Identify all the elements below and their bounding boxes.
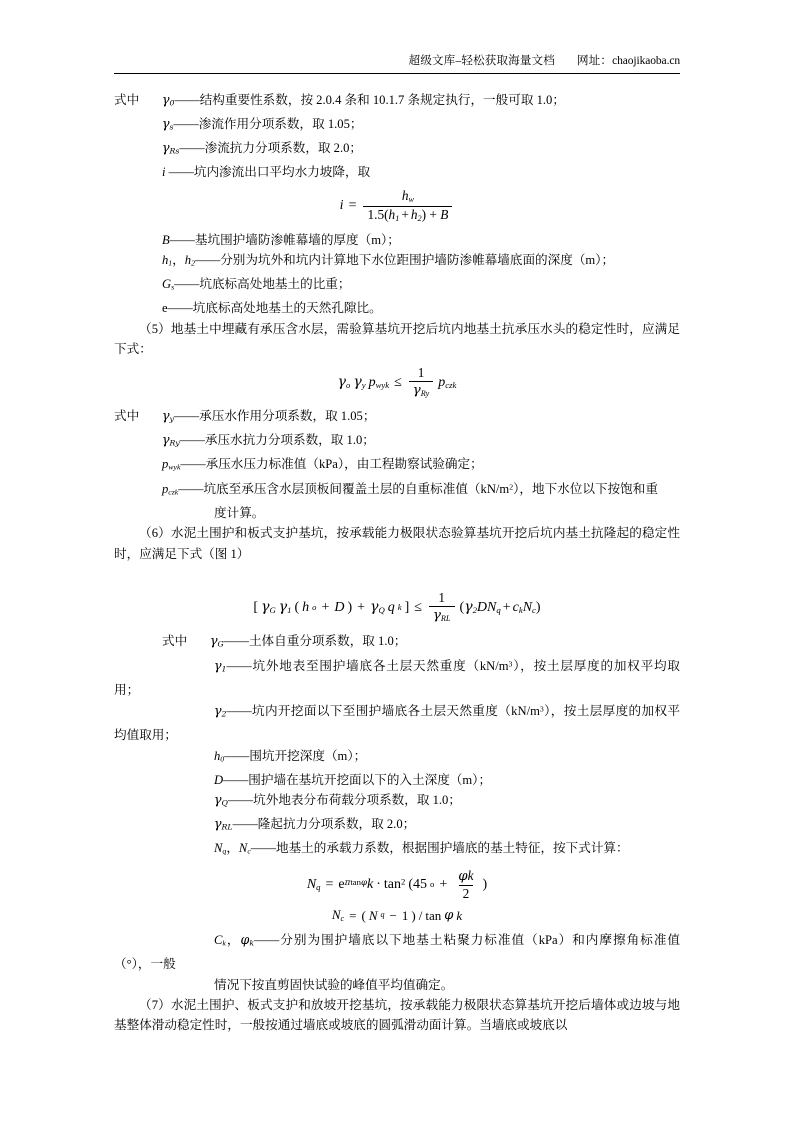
eq4-argument	[408, 869, 487, 901]
def-gamma-Ry: ——承压水抗力分项系数，取 1.0；	[179, 432, 375, 447]
eq2-numerator: 1	[417, 365, 425, 381]
header-url-label: 网址：	[577, 55, 613, 67]
def-gamma-Rs: ——渗流抗力分项系数，取 2.0；	[179, 140, 363, 155]
def-line-h0	[114, 746, 680, 770]
eq2-denominator: $\gamma_{Ry}$	[409, 381, 434, 398]
def-h1-h2: ——分别为坑外和坑内计算地下水位距围护墙防渗帷幕墙底面的深度（m）；	[195, 253, 615, 268]
def-line-i	[114, 162, 680, 182]
def-line-ck-phik	[114, 930, 680, 974]
eq3-denominator: $\gamma_{RL}$	[429, 606, 455, 623]
eq5-equals: =	[349, 907, 357, 923]
equation-bearing-factor-Nc	[114, 908, 680, 924]
def-gamma-y: ——承压水作用分项系数，取 1.05；	[173, 408, 376, 423]
def-pczk-continued: 度计算。	[214, 505, 265, 520]
def-line-gamma-s	[114, 114, 680, 138]
equation-row: [ $\gamma_G$ $\gamma_1$ ( h o + D ) + $\gamma_Q$ q k ] ≤ $\frac{1}{\gamma_{RL}}$ $(\gamma_2DN_q + c_kN_c)$	[253, 590, 541, 624]
def-line-h1-h2	[114, 250, 680, 274]
symbol-separator: ，	[226, 840, 239, 855]
eq3-fraction	[429, 591, 455, 623]
def-gamma-2: ——坑内开挖面以下至围护墙底各土层天然重度$(kN/m^3)$，按土层厚度的加权平均值取用；	[114, 704, 681, 743]
def-i: ——坑内渗流出口平均水力坡降，取	[168, 164, 371, 179]
symbol-separator: ，	[172, 253, 185, 268]
symbol-gamma-Rs: $\gamma_{Rs}$	[162, 139, 180, 156]
symbol-phik: $\varphi_k$	[240, 932, 255, 949]
eq3-rhs: $(\gamma_2DN_q + c_kN_c)$	[459, 598, 541, 615]
paragraph-7: （7）水泥土围护、板式支护和放坡开挖基坑，按承载能力极限状态算基坑开挖后墙体或边坡与地基整体滑动稳定性时，一般按通过墙底或坡底的圆弧滑动面计算。当墙底或坡底以	[114, 998, 680, 1033]
def-line-D	[114, 770, 680, 790]
paragraph-6: （6）水泥土围护和板式支护基坑，按承载能力极限状态验算基坑开挖后坑内基土抗隆起的稳定性时，应满足下式（图 1）	[114, 526, 680, 561]
eq3-gamma-1: $\gamma_1$	[278, 598, 292, 615]
def-line-ck-phik-cont	[114, 975, 680, 995]
equation-hydraulic-gradient	[114, 189, 680, 223]
eq2-le: ≤	[394, 374, 402, 390]
symbol-gamma-G: $\gamma_G$	[210, 632, 224, 649]
def-Nq-Nc: ——地基土的承载力系数，根据围护墙底的基土特征，按下式计算：	[250, 840, 629, 855]
where-label-1: 式中	[114, 92, 140, 107]
header-site-name: 超级文库–轻松获取海量文档	[408, 55, 555, 67]
eq4-tan-squared: $\tan^2$	[383, 876, 406, 893]
symbol-gamma-s: $\gamma_s$	[162, 115, 174, 132]
def-Gs: ——坑底标高处地基土的比重；	[174, 277, 351, 292]
def-pwyk: ——承压水压力标准值（kPa），由工程勘察试验确定；	[180, 456, 483, 471]
def-line-e	[114, 298, 680, 318]
symbol-p-czk: $p_{czk}$	[162, 481, 179, 497]
def-line-pczk	[114, 478, 680, 503]
symbol-ck: $C_k$	[214, 933, 226, 949]
eq1-equals: =	[348, 198, 357, 214]
def-line-Nq-Nc	[114, 838, 680, 862]
header-divider	[114, 73, 680, 74]
def-ck-phik-continued: 情况下按直剪固快试验的峰值平均值确定。	[214, 977, 454, 992]
eq3-le: ≤	[414, 599, 422, 615]
symbol-gamma-Ry: $\gamma_{Ry}$	[162, 431, 180, 448]
where-label-2: 式中	[114, 408, 140, 423]
def-D: ——围护墙在基坑开挖面以下的入土深度（m）；	[223, 772, 492, 787]
where-block-2	[114, 406, 680, 430]
symbol-gamma-2: $\gamma_2$	[214, 703, 227, 720]
eq4-close: )	[482, 877, 488, 893]
eq2-p-czk: $p_{czk}$	[438, 374, 457, 390]
def-gamma-RL: ——隆起抗力分项系数，取 2.0；	[232, 816, 416, 831]
def-gamma-s: ——渗流作用分项系数，取 1.05；	[173, 116, 363, 131]
def-gamma-1: ——坑外地表至围护墙底各土层天然重度$(kN/m^3)$，按土层厚度的加权平均取用；	[114, 658, 681, 697]
symbol-Nc: $N_c$	[238, 840, 251, 856]
symbol-i: i	[162, 164, 166, 179]
eq3-bracket-open: [	[253, 599, 259, 615]
symbol-gamma-Q: $\gamma_Q$	[214, 791, 228, 808]
eq4-open: (45	[408, 877, 428, 893]
def-line-pwyk	[114, 454, 680, 478]
eq3-paren-open: (	[294, 599, 300, 615]
eq3-numerator: 1	[438, 590, 446, 606]
symbol-gamma-1: $\gamma_1$	[214, 657, 227, 674]
eq5-one: 1	[401, 907, 409, 923]
symbol-gamma-RL: $\gamma_{RL}$	[214, 815, 233, 832]
symbol-gamma-0: $\gamma_0$	[162, 91, 175, 108]
eq3-gamma-G: $\gamma_G$	[261, 598, 276, 615]
def-line-gamma-Rs	[114, 138, 680, 162]
page-content	[114, 0, 680, 1036]
eq1-fraction	[363, 189, 452, 223]
spacer	[114, 564, 680, 584]
where-block-1	[114, 90, 680, 114]
def-h0: ——围坑开挖深度（m）；	[224, 748, 367, 763]
eq4-fraction	[454, 869, 477, 901]
eq4-numerator: φk	[458, 867, 474, 884]
equation-row	[338, 366, 457, 398]
page-header	[114, 0, 680, 69]
symbol-p-wyk: $p_{wyk}$	[162, 456, 181, 472]
document-body	[114, 90, 680, 1036]
def-gamma-Q: ——坑外地表分布荷载分项系数，取 1.0；	[227, 792, 461, 807]
equation-row	[340, 189, 455, 223]
def-line-pczk-cont	[114, 503, 680, 523]
eq4-equals: =	[325, 877, 334, 893]
eq2-p-wyk: $p_{wyk}$	[368, 374, 390, 390]
eq5-tan: tan	[425, 907, 442, 923]
def-pczk: ——坑底至承压含水层顶板间覆盖土层的自重标准值$(kN/m^2)$，地下水位以下按饱和重	[178, 481, 658, 496]
def-line-gamma-1	[114, 655, 680, 701]
symbol-B: B	[162, 233, 170, 248]
header-inner	[409, 55, 680, 69]
eq4-lhs: $N_q$	[306, 877, 321, 893]
eq4-denominator: 2	[459, 885, 474, 901]
def-gamma-G: ——土体自重分项系数，取 1.0；	[223, 633, 407, 648]
eq2-gamma-o: $\gamma_o$	[337, 373, 351, 390]
symbol-Gs: $G_s$	[162, 277, 175, 293]
eq1-denominator: $1.5(h_1 + h_2) + B$	[363, 206, 452, 223]
eq4-exponential: $e^{\pi tan\varphi}k$	[338, 876, 374, 893]
symbol-separator: ，	[225, 933, 241, 948]
def-line-gamma-2	[114, 700, 680, 746]
symbol-h0: $h_0$	[214, 748, 225, 764]
def-line-gamma-RL	[114, 814, 680, 838]
where-block-3	[114, 631, 680, 655]
paragraph-5: （5）地基土中埋藏有承压含水层，需验算基坑开挖后坑内地基土抗承压水头的稳定性时，应满足下式：	[114, 321, 680, 356]
equation-bearing-factor-Nq	[114, 869, 680, 901]
def-line-gamma-Q	[114, 790, 680, 814]
eq4-exponent: πtanφ	[344, 876, 368, 888]
equation-row	[307, 869, 487, 901]
eq5-minus: −	[389, 907, 397, 923]
def-line-B	[114, 230, 680, 250]
def-e: ——坑底标高处地基土的天然孔隙比。	[167, 301, 382, 316]
def-B: ——基坑围护墙防渗帷幕墙的厚度（m）；	[169, 233, 400, 248]
header-url: chaojikaoba.cn	[612, 55, 680, 67]
symbol-gamma-y: $\gamma_y$	[162, 407, 174, 424]
symbol-Nq: $N_q$	[214, 840, 227, 856]
eq2-fraction	[409, 366, 434, 398]
def-line-Gs	[114, 274, 680, 298]
eq2-gamma-y: $\gamma_y$	[353, 373, 366, 390]
def-ck-phik: ——分别为围护墙底以下地基土粘聚力标准值（kPa）和内摩擦角标准值（°），一般	[114, 933, 681, 972]
symbol-h1: $h_1$	[162, 253, 173, 269]
where-label-3: 式中	[162, 633, 188, 648]
eq5-open: (	[361, 907, 366, 923]
eq5-slash: /	[418, 907, 423, 923]
equation-basal-heave	[114, 591, 680, 623]
symbol-D: D	[214, 772, 224, 787]
eq5-lhs: $N_c$	[331, 906, 345, 923]
equation-row: $N_c$ = ( N q − 1 ) / tan φ k	[331, 906, 463, 923]
eq1-lhs: i	[339, 198, 344, 214]
equation-confined-water-head	[114, 366, 680, 398]
def-gamma-0: ——结构重要性系数，按 2.0.4 条和 10.1.7 条规定执行，一般可取 1.0；	[174, 92, 565, 107]
eq1-numerator: $h_w$	[401, 188, 414, 204]
symbol-h2: $h_2$	[184, 253, 195, 269]
eq4-dot: ·	[376, 877, 381, 893]
eq4-degree: o	[430, 879, 435, 890]
symbol-e: e	[162, 301, 168, 316]
eq3-gamma-Q: $\gamma_Q$	[370, 598, 385, 615]
eq3-bracket-close: ]	[404, 599, 410, 615]
eq4-plus: +	[439, 877, 448, 893]
def-line-gamma-Ry	[114, 430, 680, 454]
